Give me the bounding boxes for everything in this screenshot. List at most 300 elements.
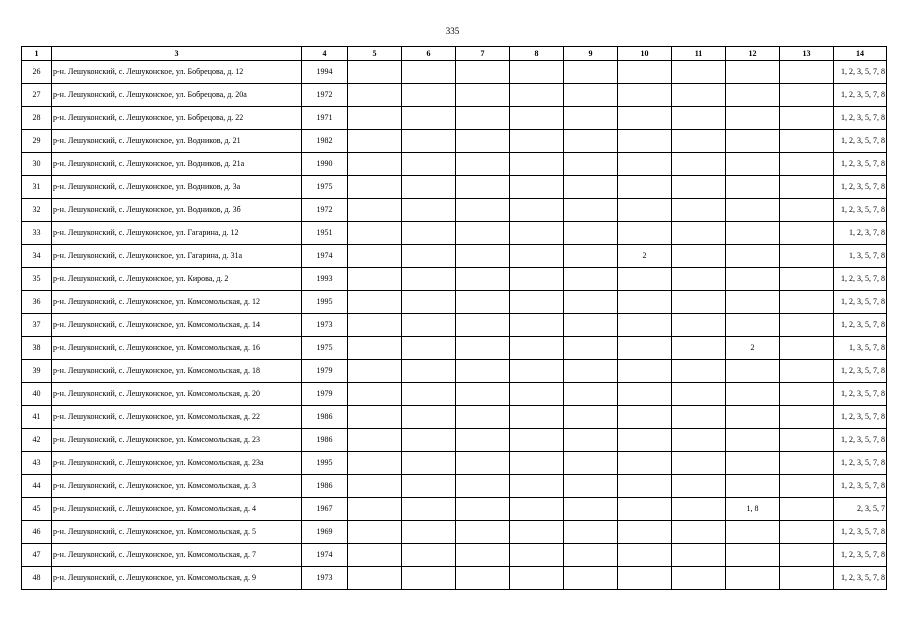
col-6-cell [402,153,456,176]
row-number-cell: 48 [22,567,52,590]
col-10-cell [618,291,672,314]
col-14-cell: 1, 2, 3, 5, 7, 8 [834,84,887,107]
year-cell: 1971 [302,107,348,130]
col-8-cell [510,360,564,383]
col-6-cell [402,406,456,429]
col-8-cell [510,245,564,268]
col-12-cell [726,567,780,590]
col-13-cell [780,199,834,222]
col-7-cell [456,61,510,84]
col-7-cell [456,452,510,475]
col-11-cell [672,199,726,222]
col-14-cell: 1, 2, 3, 5, 7, 8 [834,314,887,337]
col-7-cell [456,245,510,268]
col-10-cell [618,176,672,199]
col-7-cell [456,498,510,521]
col-12-cell [726,130,780,153]
col-11-cell [672,84,726,107]
col-14-cell: 1, 2, 3, 7, 8 [834,222,887,245]
table-row [22,61,887,84]
col-10-cell [618,544,672,567]
col-12-cell [726,245,780,268]
col-9-cell [564,291,618,314]
col-14-cell: 1, 2, 3, 5, 7, 8 [834,268,887,291]
col-8-cell [510,61,564,84]
row-number-cell: 37 [22,314,52,337]
col-7-cell [456,383,510,406]
table-row [22,498,887,521]
page-number: 335 [445,26,460,36]
year-cell: 1974 [302,544,348,567]
col-10-cell [618,222,672,245]
col-9-cell [564,544,618,567]
col-13-cell [780,61,834,84]
address-cell: р-н. Лешуконский, с. Лешуконское, ул. Комсомольская, д. 14 [52,314,302,337]
col-13-cell [780,107,834,130]
col-6-cell [402,268,456,291]
col-10-cell [618,61,672,84]
col-6-cell [402,521,456,544]
col-8-cell [510,291,564,314]
col-10-cell [618,314,672,337]
col-14-cell: 1, 2, 3, 5, 7, 8 [834,521,887,544]
address-cell: р-н. Лешуконский, с. Лешуконское, ул. Бобрецова, д. 20а [52,84,302,107]
col-11-cell [672,314,726,337]
col-7-cell [456,406,510,429]
row-number-cell: 36 [22,291,52,314]
row-number-cell: 35 [22,268,52,291]
column-header: 3 [52,47,302,61]
address-cell: р-н. Лешуконский, с. Лешуконское, ул. Комсомольская, д. 9 [52,567,302,590]
col-11-cell [672,567,726,590]
address-cell: р-н. Лешуконский, с. Лешуконское, ул. Водников, д. 21а [52,153,302,176]
address-cell: р-н. Лешуконский, с. Лешуконское, ул. Комсомольская, д. 23 [52,429,302,452]
col-7-cell [456,199,510,222]
address-cell: р-н. Лешуконский, с. Лешуконское, ул. Водников, д. 3б [52,199,302,222]
col-8-cell [510,107,564,130]
col-10-cell [618,475,672,498]
col-9-cell [564,429,618,452]
column-header: 10 [618,47,672,61]
col-9-cell [564,245,618,268]
col-6-cell [402,130,456,153]
col-8-cell [510,176,564,199]
table-row [22,567,887,590]
col-5-cell [348,567,402,590]
col-9-cell [564,130,618,153]
col-5-cell [348,268,402,291]
col-6-cell [402,176,456,199]
col-14-cell: 1, 2, 3, 5, 7, 8 [834,429,887,452]
row-number-cell: 26 [22,61,52,84]
col-14-cell: 2, 3, 5, 7 [834,498,887,521]
address-cell: р-н. Лешуконский, с. Лешуконское, ул. Гагарина, д. 31а [52,245,302,268]
table-row [22,84,887,107]
address-cell: р-н. Лешуконский, с. Лешуконское, ул. Водников, д. 3а [52,176,302,199]
col-7-cell [456,153,510,176]
col-13-cell [780,475,834,498]
col-13-cell [780,153,834,176]
year-cell: 1986 [302,475,348,498]
col-6-cell [402,314,456,337]
table-row [22,544,887,567]
col-12-cell [726,153,780,176]
col-9-cell [564,452,618,475]
row-number-cell: 29 [22,130,52,153]
col-13-cell [780,567,834,590]
row-number-cell: 34 [22,245,52,268]
col-13-cell [780,130,834,153]
col-13-cell [780,383,834,406]
col-14-cell: 1, 2, 3, 5, 7, 8 [834,383,887,406]
address-cell: р-н. Лешуконский, с. Лешуконское, ул. Комсомольская, д. 5 [52,521,302,544]
col-8-cell [510,268,564,291]
col-10-cell [618,498,672,521]
address-cell: р-н. Лешуконский, с. Лешуконское, ул. Комсомольская, д. 18 [52,360,302,383]
year-cell: 1995 [302,452,348,475]
col-5-cell [348,383,402,406]
col-6-cell [402,337,456,360]
col-14-cell: 1, 2, 3, 5, 7, 8 [834,199,887,222]
col-11-cell [672,291,726,314]
col-5-cell [348,406,402,429]
col-9-cell [564,567,618,590]
col-8-cell [510,498,564,521]
col-8-cell [510,222,564,245]
col-14-cell: 1, 2, 3, 5, 7, 8 [834,153,887,176]
col-10-cell [618,429,672,452]
table-row [22,222,887,245]
col-10-cell [618,153,672,176]
column-header: 6 [402,47,456,61]
year-cell: 1993 [302,268,348,291]
table-row [22,383,887,406]
col-9-cell [564,383,618,406]
col-8-cell [510,314,564,337]
col-8-cell [510,383,564,406]
col-11-cell [672,383,726,406]
col-6-cell [402,429,456,452]
col-11-cell [672,176,726,199]
col-6-cell [402,383,456,406]
col-14-cell: 1, 2, 3, 5, 7, 8 [834,291,887,314]
year-cell: 1979 [302,383,348,406]
col-12-cell: 1, 8 [726,498,780,521]
table-row [22,153,887,176]
col-14-cell: 1, 2, 3, 5, 7, 8 [834,61,887,84]
column-header: 14 [834,47,887,61]
table-row [22,314,887,337]
col-14-cell: 1, 2, 3, 5, 7, 8 [834,544,887,567]
col-6-cell [402,222,456,245]
row-number-cell: 31 [22,176,52,199]
col-13-cell [780,268,834,291]
col-7-cell [456,130,510,153]
row-number-cell: 42 [22,429,52,452]
col-14-cell: 1, 2, 3, 5, 7, 8 [834,176,887,199]
col-13-cell [780,498,834,521]
col-11-cell [672,222,726,245]
col-5-cell [348,199,402,222]
col-9-cell [564,337,618,360]
col-10-cell: 2 [618,245,672,268]
col-6-cell [402,107,456,130]
col-8-cell [510,567,564,590]
address-cell: р-н. Лешуконский, с. Лешуконское, ул. Бобрецова, д. 12 [52,61,302,84]
address-cell: р-н. Лешуконский, с. Лешуконское, ул. Комсомольская, д. 23а [52,452,302,475]
year-cell: 1967 [302,498,348,521]
year-cell: 1973 [302,314,348,337]
col-9-cell [564,314,618,337]
col-13-cell [780,360,834,383]
col-11-cell [672,544,726,567]
address-cell: р-н. Лешуконский, с. Лешуконское, ул. Комсомольская, д. 12 [52,291,302,314]
table-row [22,429,887,452]
col-7-cell [456,360,510,383]
address-cell: р-н. Лешуконский, с. Лешуконское, ул. Комсомольская, д. 22 [52,406,302,429]
col-11-cell [672,521,726,544]
row-number-cell: 28 [22,107,52,130]
year-cell: 1969 [302,521,348,544]
column-header: 9 [564,47,618,61]
col-8-cell [510,475,564,498]
col-11-cell [672,245,726,268]
col-13-cell [780,314,834,337]
col-5-cell [348,130,402,153]
col-12-cell [726,406,780,429]
column-header: 11 [672,47,726,61]
year-cell: 1995 [302,291,348,314]
col-12-cell [726,176,780,199]
table-row [22,107,887,130]
col-5-cell [348,153,402,176]
col-11-cell [672,268,726,291]
address-cell: р-н. Лешуконский, с. Лешуконское, ул. Гагарина, д. 12 [52,222,302,245]
year-cell: 1974 [302,245,348,268]
table-row [22,176,887,199]
col-6-cell [402,544,456,567]
col-8-cell [510,130,564,153]
col-11-cell [672,337,726,360]
row-number-cell: 45 [22,498,52,521]
col-8-cell [510,153,564,176]
col-5-cell [348,475,402,498]
col-12-cell [726,521,780,544]
col-5-cell [348,452,402,475]
col-5-cell [348,314,402,337]
col-13-cell [780,84,834,107]
col-7-cell [456,544,510,567]
year-cell: 1951 [302,222,348,245]
col-10-cell [618,452,672,475]
col-6-cell [402,567,456,590]
col-6-cell [402,84,456,107]
col-11-cell [672,153,726,176]
col-7-cell [456,567,510,590]
col-11-cell [672,475,726,498]
col-6-cell [402,61,456,84]
col-9-cell [564,107,618,130]
year-cell: 1994 [302,61,348,84]
col-9-cell [564,475,618,498]
col-12-cell [726,452,780,475]
col-8-cell [510,337,564,360]
col-6-cell [402,475,456,498]
col-9-cell [564,84,618,107]
col-10-cell [618,337,672,360]
col-14-cell: 1, 2, 3, 5, 7, 8 [834,475,887,498]
col-10-cell [618,360,672,383]
col-14-cell: 1, 2, 3, 5, 7, 8 [834,567,887,590]
table-row [22,337,887,360]
col-6-cell [402,452,456,475]
year-cell: 1990 [302,153,348,176]
col-13-cell [780,291,834,314]
col-5-cell [348,521,402,544]
col-5-cell [348,61,402,84]
col-5-cell [348,498,402,521]
year-cell: 1986 [302,406,348,429]
col-12-cell: 2 [726,337,780,360]
col-10-cell [618,84,672,107]
col-5-cell [348,544,402,567]
col-10-cell [618,199,672,222]
table-row [22,406,887,429]
column-header: 1 [22,47,52,61]
column-header: 8 [510,47,564,61]
col-11-cell [672,498,726,521]
col-12-cell [726,84,780,107]
col-6-cell [402,360,456,383]
address-cell: р-н. Лешуконский, с. Лешуконское, ул. Комсомольская, д. 7 [52,544,302,567]
col-12-cell [726,61,780,84]
col-11-cell [672,452,726,475]
column-header: 7 [456,47,510,61]
col-12-cell [726,360,780,383]
col-8-cell [510,199,564,222]
col-12-cell [726,475,780,498]
col-14-cell: 1, 2, 3, 5, 7, 8 [834,360,887,383]
table-row [22,291,887,314]
year-cell: 1982 [302,130,348,153]
row-number-cell: 27 [22,84,52,107]
address-cell: р-н. Лешуконский, с. Лешуконское, ул. Комсомольская, д. 16 [52,337,302,360]
col-7-cell [456,291,510,314]
col-5-cell [348,429,402,452]
col-9-cell [564,199,618,222]
col-13-cell [780,521,834,544]
col-9-cell [564,360,618,383]
col-11-cell [672,360,726,383]
table-row [22,475,887,498]
table-row [22,360,887,383]
col-13-cell [780,176,834,199]
column-header: 4 [302,47,348,61]
table-row [22,521,887,544]
col-13-cell [780,544,834,567]
address-cell: р-н. Лешуконский, с. Лешуконское, ул. Кирова, д. 2 [52,268,302,291]
col-11-cell [672,429,726,452]
col-7-cell [456,337,510,360]
col-11-cell [672,130,726,153]
col-12-cell [726,222,780,245]
col-9-cell [564,498,618,521]
col-9-cell [564,521,618,544]
col-9-cell [564,222,618,245]
col-7-cell [456,314,510,337]
col-5-cell [348,291,402,314]
year-cell: 1973 [302,567,348,590]
housing-register-table [21,46,887,590]
column-header: 12 [726,47,780,61]
col-12-cell [726,107,780,130]
year-cell: 1972 [302,84,348,107]
col-7-cell [456,176,510,199]
col-14-cell: 1, 2, 3, 5, 7, 8 [834,406,887,429]
address-cell: р-н. Лешуконский, с. Лешуконское, ул. Комсомольская, д. 20 [52,383,302,406]
row-number-cell: 43 [22,452,52,475]
row-number-cell: 41 [22,406,52,429]
table-row [22,245,887,268]
col-10-cell [618,521,672,544]
address-cell: р-н. Лешуконский, с. Лешуконское, ул. Комсомольская, д. 3 [52,475,302,498]
col-14-cell: 1, 3, 5, 7, 8 [834,245,887,268]
col-8-cell [510,452,564,475]
col-5-cell [348,337,402,360]
table-header-row [22,47,887,61]
col-12-cell [726,544,780,567]
col-12-cell [726,429,780,452]
col-13-cell [780,245,834,268]
col-9-cell [564,176,618,199]
year-cell: 1986 [302,429,348,452]
col-5-cell [348,245,402,268]
column-header: 13 [780,47,834,61]
col-8-cell [510,84,564,107]
col-6-cell [402,199,456,222]
col-12-cell [726,291,780,314]
row-number-cell: 47 [22,544,52,567]
row-number-cell: 33 [22,222,52,245]
address-cell: р-н. Лешуконский, с. Лешуконское, ул. Бобрецова, д. 22 [52,107,302,130]
address-cell: р-н. Лешуконский, с. Лешуконское, ул. Водников, д. 21 [52,130,302,153]
row-number-cell: 32 [22,199,52,222]
col-5-cell [348,84,402,107]
col-5-cell [348,176,402,199]
col-10-cell [618,383,672,406]
col-14-cell: 1, 2, 3, 5, 7, 8 [834,130,887,153]
row-number-cell: 40 [22,383,52,406]
col-7-cell [456,222,510,245]
col-14-cell: 1, 3, 5, 7, 8 [834,337,887,360]
col-10-cell [618,567,672,590]
col-7-cell [456,521,510,544]
col-7-cell [456,429,510,452]
col-7-cell [456,107,510,130]
col-12-cell [726,314,780,337]
row-number-cell: 46 [22,521,52,544]
col-7-cell [456,268,510,291]
col-14-cell: 1, 2, 3, 5, 7, 8 [834,452,887,475]
table-row [22,199,887,222]
col-5-cell [348,360,402,383]
table-row [22,268,887,291]
col-13-cell [780,337,834,360]
row-number-cell: 39 [22,360,52,383]
col-12-cell [726,268,780,291]
col-11-cell [672,61,726,84]
col-11-cell [672,107,726,130]
